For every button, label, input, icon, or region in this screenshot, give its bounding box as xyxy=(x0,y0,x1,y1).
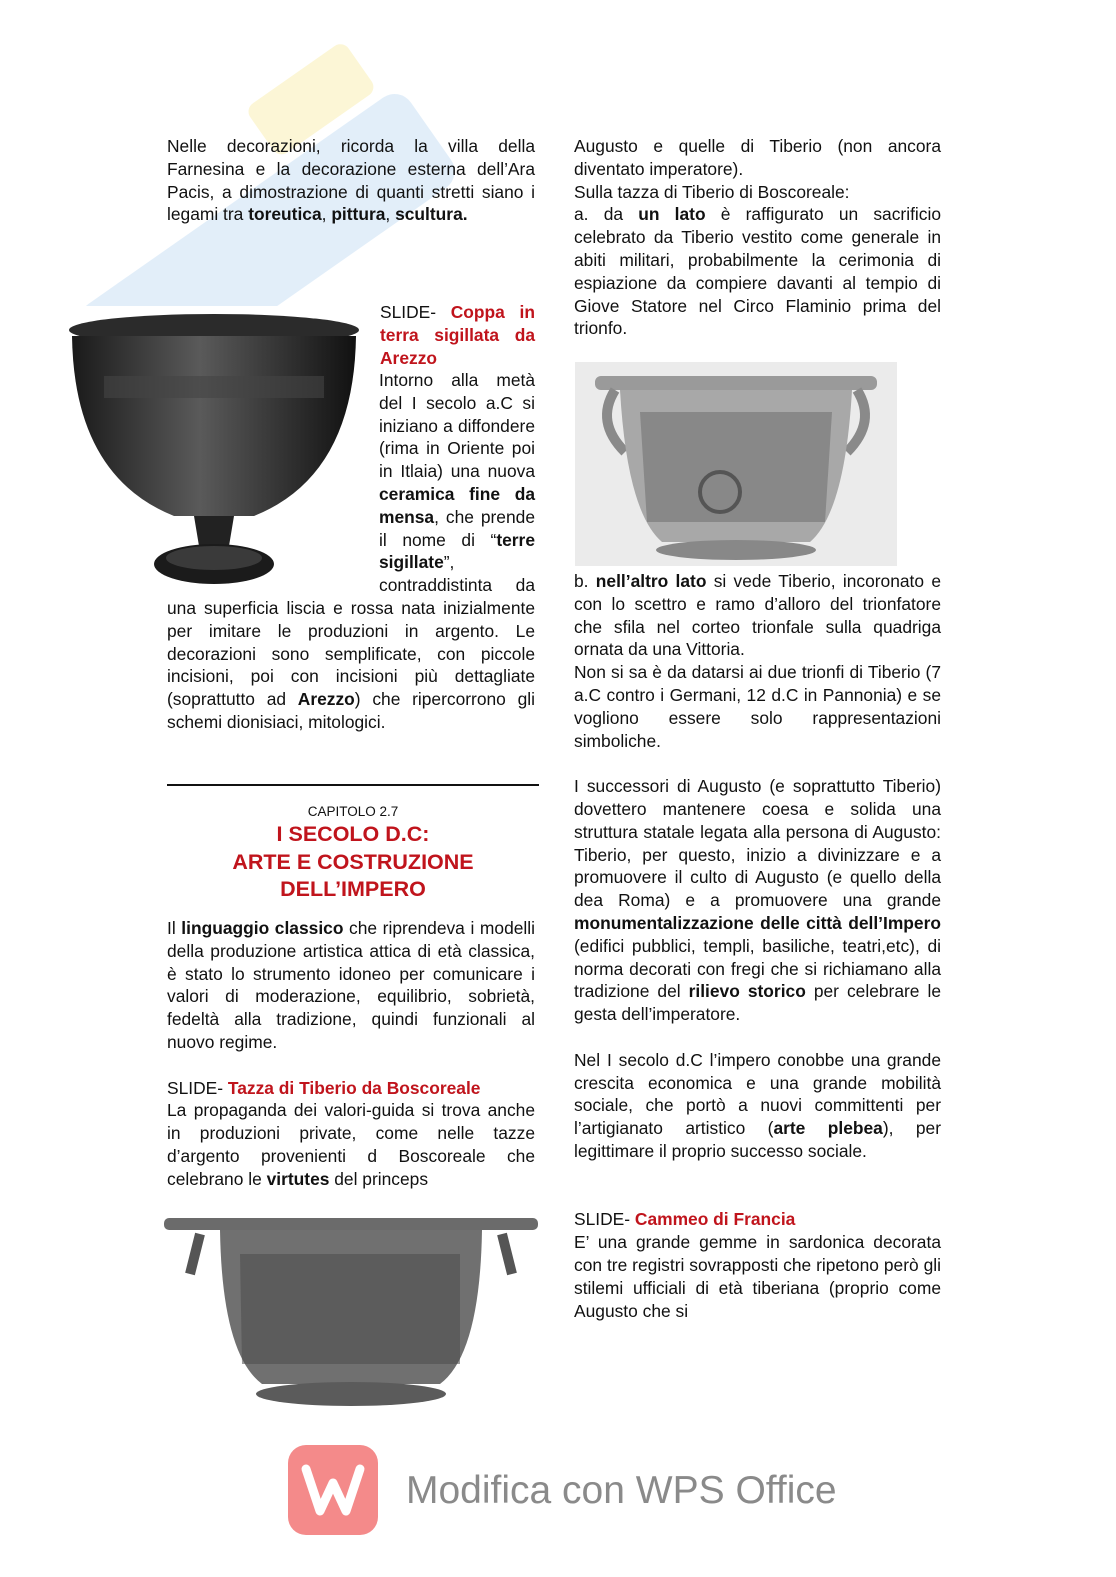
bold-term: scultura. xyxy=(395,204,468,225)
left-p1-text: Nelle decorazioni, ricorda la villa della Farnesina e la decorazione esterna dell’Ara Pacis, a dimostrazione di quanti stretti siano i legami tra toreutica, pittura, scultura. xyxy=(167,136,535,225)
wps-edit-banner[interactable] xyxy=(288,1445,888,1537)
left-paragraph-1 xyxy=(167,135,535,226)
slide-coppa-prefix: SLIDE- xyxy=(380,302,451,322)
bold-term: un lato xyxy=(638,204,706,225)
bold-term: terre sigillate xyxy=(379,529,535,573)
bold-term: rilievo storico xyxy=(688,981,806,1002)
bold-term: nell’altro lato xyxy=(595,571,707,591)
chapter-title-line-1: I SECOLO D.C: xyxy=(276,822,430,846)
slide-coppa-text xyxy=(380,301,535,369)
right-p4-text: b. nell’altro lato si vede Tiberio, incoronato e con lo scettro e ramo d’alloro del trionfatore che sfila nel corteo trionfale sulla quadriga ornata da una Vittoria. xyxy=(574,571,941,660)
bold-term: linguaggio classico xyxy=(181,918,344,938)
wps-edit-label[interactable]: Modifica con WPS Office xyxy=(406,1469,837,1512)
right-p5-text: Non si sa è da datarsi ai due trionfi di Tiberio (7 a.C contro i Germani, 12 d.C in Pannonia) e se vogliono essere solo rappresentazioni simboliche. xyxy=(574,662,941,751)
slide-cammeo-prefix: SLIDE- xyxy=(574,1209,635,1230)
slide-coppa-title: Coppa in terra sigillata da Arezzo xyxy=(380,302,535,368)
bold-term: pittura xyxy=(331,204,386,225)
wps-logo-icon[interactable] xyxy=(288,1445,378,1535)
slide-coppa-body xyxy=(167,369,535,734)
right-p7-text: Nel I secolo d.C l’impero conobbe una grande crescita economica e una grande mobilità sociale, che portò a nuovi committenti per l’artigianato artistico (arte plebea), per legittimare il proprio successo sociale. xyxy=(574,1049,942,1161)
right-p6-text: I successori di Augusto (e soprattutto Tiberio) dovettero mantenere coesa e solida una struttura statale legata alla persona di Augusto: Tiberio, per questo, inizio a divinizzare e a promuovere il culto di Augusto (e quello della dea Roma) e a promuovere una grande monumentalizzazione delle città dell’Impero (edifici pubblici, templi, basiliche, teatri,etc), di norma decorati con fregi che si richiamano alla tradizione del rilievo storico per celebrare le gesta dell’imperatore. xyxy=(574,776,941,1025)
chapter-title-line-3: DELL’IMPERO xyxy=(280,877,426,901)
chapter-heading xyxy=(167,803,539,904)
right-paragraph-middle xyxy=(574,570,941,1322)
tazza-boscoreale-image-2 xyxy=(575,362,897,566)
bold-term: monumentalizzazione delle città dell’Impero xyxy=(574,912,941,933)
left-p2-text: Il linguaggio classico che riprendeva i modelli della produzione artistica attica di età classica, è stato lo strumento idoneo per comunicare i valori di moderazione, equilibrio, sobrietà, fedeltà alla tradizione, quindi funzionali al nuovo regime. xyxy=(167,918,536,1052)
slide-tazza-prefix: SLIDE- xyxy=(167,1077,228,1098)
right-p2-text: Sulla tazza di Tiberio di Boscoreale: xyxy=(574,181,850,202)
chapter-title-line-2: ARTE E COSTRUZIONE xyxy=(232,849,474,874)
slide-cammeo-title: Cammeo di Francia xyxy=(634,1209,796,1230)
bold-term: Arezzo xyxy=(297,689,355,710)
right-p1-text: Augusto e quelle di Tiberio (non ancora diventato imperatore). xyxy=(574,136,941,179)
left-p3-text: La propaganda dei valori-guida si trova anche in produzioni private, come nelle tazze d’argento provenienti d Boscoreale che celebrano le virtutes del princeps xyxy=(167,1100,535,1189)
bold-term: ceramica fine da mensa xyxy=(379,483,535,527)
right-paragraph-top xyxy=(574,135,941,340)
right-p8-text: E’ una grande gemme in sardonica decorata con tre registri sovrapposti che ripetono però gli stilemi ufficiali di età tiberiana (proprio come Augusto che si xyxy=(574,1232,941,1321)
bold-term: arte plebea xyxy=(773,1118,883,1139)
slide-coppa-body-text: Intorno alla metà del I secolo a.C si iniziano a diffondere (rima in Oriente poi in Itlaia) una nuova ceramica fine da mensa, che prende il nome di “terre sigillate”, contraddistinta da una superficia liscia e rossa nata inizialmente per imitare le produzioni in argento. Le decorazioni sono semplificate, con piccole incisioni, poi con incisioni più dettagliate (soprattutto ad Arezzo) che ripercorrono gli schemi dionisiaci, mitologici. xyxy=(167,370,535,732)
chapter-label: CAPITOLO 2.7 xyxy=(307,804,399,819)
right-p3-text: a. da un lato è raffigurato un sacrificio celebrato da Tiberio vestito come generale in abiti militari, probabilmente la cerimonia di espiazione da compiere davanti al tempio di Giove Statore nel Circo Flaminio prima del trionfo. xyxy=(574,204,941,339)
left-paragraph-2 xyxy=(167,917,535,1191)
bold-term: virtutes xyxy=(266,1168,330,1189)
tazza-boscoreale-image-1 xyxy=(160,1214,542,1410)
bold-term: toreutica xyxy=(248,204,322,225)
slide-tazza-title: Tazza di Tiberio da Boscoreale xyxy=(227,1077,481,1098)
section-divider xyxy=(167,784,539,786)
